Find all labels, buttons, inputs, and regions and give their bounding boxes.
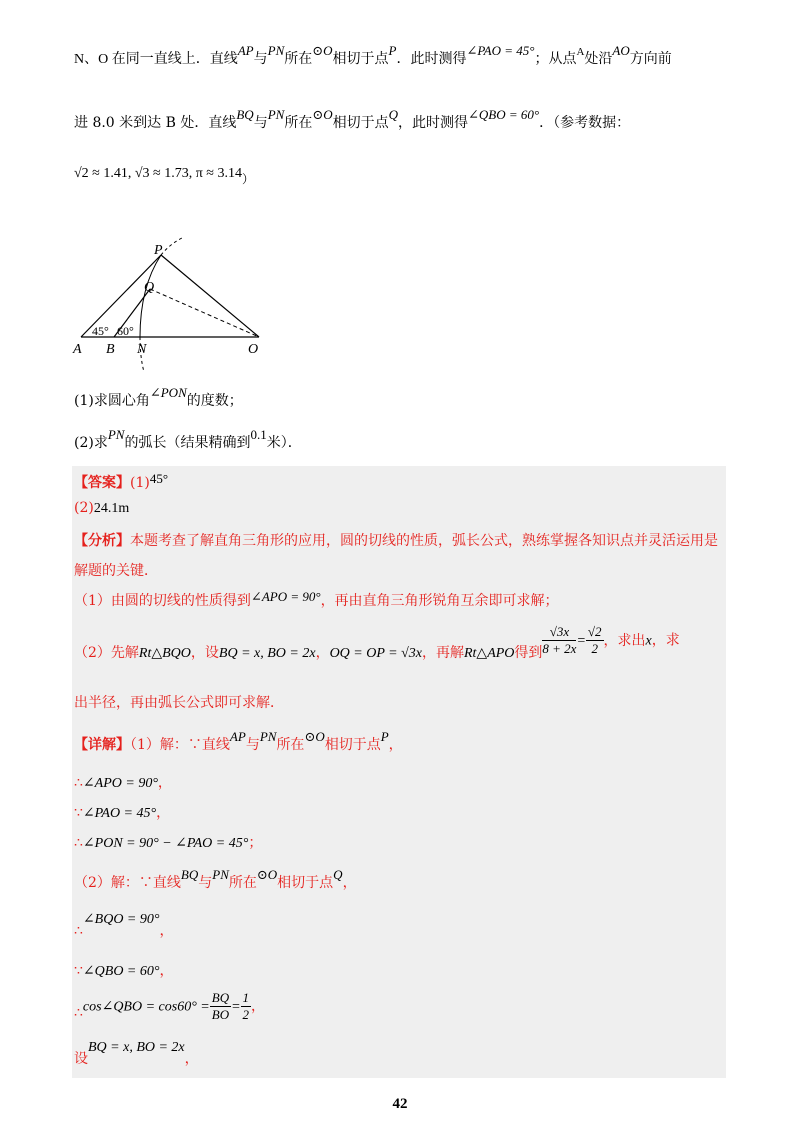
fraction-sqrt2-over-2: $\frac{√2}{2}$ bbox=[587, 624, 602, 656]
subquestion-1: (1)求圆心角∠PON的度数； bbox=[74, 385, 243, 409]
label-b: B bbox=[106, 342, 115, 357]
detail-row-7: 设BQ = x, BO = 2x， bbox=[74, 1040, 199, 1067]
question-line-2: 进 8.0 米到达 B 处．直线BQ与PN所在⊙O相切于点Q，此时测得∠QBO = 60°．（参考数据： bbox=[74, 107, 631, 131]
angle-label-45: 45° bbox=[92, 324, 109, 338]
label-q: Q bbox=[144, 280, 155, 295]
segment-po bbox=[161, 255, 259, 337]
reference-data-line: √2 ≈ 1.41, √3 ≈ 1.73, π ≈ 3.14） bbox=[74, 166, 255, 186]
detail-row-4: ∴∠BQO = 90°， bbox=[74, 912, 174, 939]
analysis-line-1: 【分析】本题考查了解直角三角形的应用，圆的切线的性质，弧长公式，熟练掌握各知识点并灵活运用是 bbox=[74, 533, 718, 549]
detail-row-5: ∵∠QBO = 60°， bbox=[74, 963, 174, 979]
angle-label-60: 60° bbox=[117, 324, 134, 338]
detail-row-2: ∵∠PAO = 45°， bbox=[74, 805, 171, 821]
subquestion-2: (2)求PN的弧长（结果精确到0.1米）． bbox=[74, 427, 302, 451]
analysis-line-2: 解题的关键． bbox=[74, 563, 158, 579]
label-n: N bbox=[137, 342, 147, 357]
question-line-1: N、O 在同一直线上．直线AP与PN所在⊙O相切于点P．此时测得∠PAO = 45°；从点$^A$处沿AO方向前 bbox=[74, 43, 672, 67]
page-number: 42 bbox=[392, 1096, 408, 1112]
detail-row-6: ∴cos∠QBO = cos60° = $\frac{BQ}{BO}$ = $\frac{1}{2}$ ， bbox=[74, 990, 266, 1022]
analysis-step-1: （1）由圆的切线的性质得到∠APO = 90°，再由直角三角形锐角互余即可求解； bbox=[74, 589, 559, 609]
label-a: A bbox=[73, 342, 82, 357]
label-p: P bbox=[154, 243, 163, 258]
geometry-figure bbox=[70, 232, 270, 392]
answer-line-2: (2)24.1m bbox=[74, 500, 130, 516]
answer-line-1: 【答案】(1)45° bbox=[74, 471, 169, 491]
analysis-step-2: （2）先解Rt△BQO，设BQ = x, BO = 2x，OQ = OP = √3x，再解Rt△APO得到 $\frac{√3x}{8 + 2x}$ = $\frac{√2}{2}$ ，求出x，求 bbox=[74, 624, 680, 661]
detail-row-3: ∴∠PON = 90° − ∠PAO = 45°； bbox=[74, 835, 263, 851]
analysis-step-2-cont: 出半径，再由弧长公式即可求解． bbox=[74, 695, 284, 711]
detail-part-1: 【详解】（1）解：∵直线AP与PN所在⊙O相切于点P， bbox=[74, 729, 403, 753]
fraction-sqrt3x-over-8plus2x: $\frac{√3x}{8 + 2x}$ bbox=[542, 624, 577, 656]
fraction-one-half: $\frac{1}{2}$ bbox=[242, 990, 250, 1022]
detail-row-1: ∴∠APO = 90°， bbox=[74, 775, 172, 791]
circle-arc-solid bbox=[140, 255, 161, 337]
segment-qo-dashed bbox=[150, 289, 259, 337]
fraction-bq-over-bo: $\frac{BQ}{BO}$ bbox=[211, 990, 230, 1022]
detail-part-2: （2）解：∵直线BQ与PN所在⊙O相切于点Q， bbox=[74, 867, 357, 891]
circle-arc-dashed-top bbox=[161, 238, 182, 255]
label-o: O bbox=[248, 342, 259, 357]
